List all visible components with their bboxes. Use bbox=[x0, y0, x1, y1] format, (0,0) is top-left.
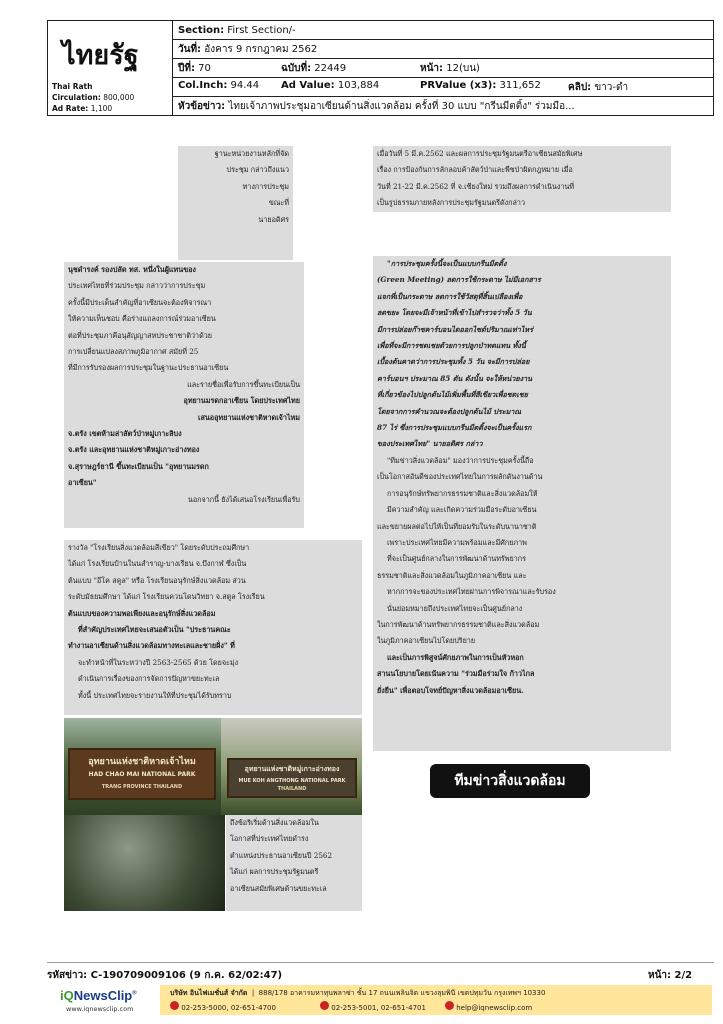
text-line: เป็นโอกาสอันดีของประเทศไทยในการผลักดันงานด้าน bbox=[377, 472, 543, 482]
text-line: ที่จะเป็นศูนย์กลางในการพัฒนาด้านทรัพยากร bbox=[387, 554, 526, 564]
article-block-left-b bbox=[64, 262, 304, 528]
email-icon bbox=[445, 1001, 454, 1010]
text-line: ได้แก่ โรงเรียนบ้านในนสำราญ-บางเรียน จ.บึงกาฬ ซึ่งเป็น bbox=[68, 559, 247, 569]
divider bbox=[173, 96, 713, 97]
ad-rate: Ad Rate: 1,100 bbox=[52, 104, 113, 113]
text-line: ในการพัฒนาด้านทรัพยากรธรรมชาติและสิ่งแวดล้อม bbox=[377, 619, 540, 629]
park-sign: อุทยานแห่งชาติหาดเจ้าไหม HAD CHAO MAI NATIONAL PARK TRANG PROVINCE THAILAND bbox=[68, 748, 216, 800]
email-info[interactable]: help@iqnewsclip.com bbox=[445, 1001, 532, 1012]
text-line: ที่สำคัญประเทศไทยจะเสนอตัวเป็น "ประธานคณะ bbox=[78, 625, 231, 635]
year-field: ปีที่: 70 bbox=[178, 63, 211, 74]
text-line: สานนโยบายโดยเน้นความ "ร่วมมือร่วมใจ ก้าวไกล bbox=[377, 669, 535, 679]
text-line: ประเทศไทยที่ร่วมประชุม กล่าวว่าการประชุม bbox=[68, 281, 206, 291]
text-line: ดำเนินการเรื่องของการจัดการปัญหาขยะทะเล bbox=[78, 674, 220, 684]
clipping-header bbox=[47, 20, 714, 116]
col-inch-field: Col.Inch: 94.44 bbox=[178, 80, 260, 91]
iqnewsclip-logo: iQNewsClip® bbox=[60, 988, 137, 1003]
divider bbox=[173, 58, 713, 59]
text-line: และขยายผลต่อไปให้เป็นที่ยอมรับในระดับนานาชาติ bbox=[377, 521, 537, 531]
park-photo-1 bbox=[64, 718, 221, 815]
article-block-left-a bbox=[178, 146, 293, 260]
byline-stamp: ทีมข่าวสิ่งแวดล้อม bbox=[430, 764, 590, 798]
text-line: นุชดำรงค์ รองปลัด ทส. หนึ่งในผู้แทนของ bbox=[68, 265, 196, 274]
text-line: ของประเทศไทย" นายอดิศร กล่าว bbox=[377, 439, 483, 449]
text-line: เป็นรูปธรรมภายหลังการประชุมรัฐมนตรีดังกล่าว bbox=[377, 198, 525, 208]
headline-field: หัวข้อข่าว: ไทยเจ้าภาพประชุมอาเซียนด้านสิ่งแวดล้อม ครั้งที่ 30 แบบ "กรีนมีตติ้ง" ร่วมมือ... bbox=[178, 101, 575, 112]
page-field: หน้า: 12(บน) bbox=[420, 63, 480, 74]
text-line: มีความสำคัญ และเกิดความร่วมมือระดับอาเซียน bbox=[387, 505, 537, 515]
text-line: หากการจะของประเทศไทยผ่านการพิจารณาและรับรอง bbox=[387, 587, 556, 597]
text-line: ทำงานอาเซียนด้านสิ่งแวดล้อมทางทะเลและชายฝั่ง" ที่ bbox=[68, 641, 235, 651]
text-line: และเป็นการพิสูจน์ศักยภาพในการเป็นหัวหอก bbox=[387, 652, 524, 662]
text-line: เสนออุทยานแห่งชาติหาดเจ้าไหม bbox=[198, 412, 300, 422]
text-line: ได้แก่ ผลการประชุมรัฐมนตรี bbox=[230, 867, 319, 877]
publication-box bbox=[48, 21, 173, 115]
text-line: อุทยานมรดกอาเซียน โดยประเทศไทย bbox=[183, 396, 300, 406]
text-line: นายอดิศร bbox=[258, 214, 289, 224]
text-line: "การประชุมครั้งนี้จะเป็นแบบกรีนมีตติ้ง bbox=[387, 259, 507, 268]
text-line: เมื่อวันที่ 5 มี.ค.2562 และผลการประชุมรัฐมนตรีอาเซียนสมัยพิเศษ bbox=[377, 149, 583, 158]
text-line: ที่เกี่ยวข้องไปปลูกต้นไม้เพิ่มพื้นที่สีเขียวเพื่อชดเชย bbox=[377, 390, 528, 400]
text-line: ฐานะหน่วยงานหลักที่จัด bbox=[214, 149, 289, 158]
text-line: ลดขยะ โดยจะมีเจ้าหน้าที่เข้าไปสำรวจว่าทั้ง 5 วัน bbox=[377, 308, 532, 318]
circulation: Circulation: 800,000 bbox=[52, 93, 135, 102]
text-line: จะทำหน้าที่ในระหว่างปี 2563-2565 ด้วย โดยจะมุ่ง bbox=[78, 657, 239, 667]
fax-icon bbox=[320, 1001, 329, 1010]
text-line: 87 ไร่ ซึ่งการประชุมแบบกรีนมีตติ้งจะเป็นครั้งแรก bbox=[377, 423, 532, 433]
article-block-left-c bbox=[64, 540, 362, 715]
clip-type-field: คลิป: ขาว-ดำ bbox=[568, 82, 629, 93]
text-line: ทางการประชุม bbox=[242, 181, 289, 191]
issue-field: ฉบับที่: 22449 bbox=[281, 63, 347, 74]
publication-name: Thai Rath bbox=[52, 82, 93, 91]
publication-logo: ไทยรัฐ bbox=[62, 40, 139, 71]
text-line: เพื่อที่จะมีการชดเชยด้วยการปลูกป่าทดแทน ทั้งนี้ bbox=[377, 341, 526, 351]
article-block-right-a bbox=[373, 146, 671, 212]
text-line: นอกจากนี้ ยังได้เสนอโรงเรียนเพื่อรับ bbox=[187, 494, 300, 504]
text-line: ประชุม กล่าวถึงแนว bbox=[226, 165, 289, 175]
fax-info: 02-253-5001, 02-651-4701 bbox=[320, 1001, 426, 1012]
date-field: วันที่: อังคาร 9 กรกฎาคม 2562 bbox=[178, 44, 318, 55]
text-line: แจกที่เป็นกระดาษ ลดการใช้วัสดุที่สิ้นเปลืองเพื่อ bbox=[377, 291, 523, 301]
text-line: ในภูมิภาคอาเซียนไปโดยปริยาย bbox=[377, 636, 476, 646]
section-field: Section: First Section/- bbox=[178, 25, 296, 36]
footer-contact-bar bbox=[160, 985, 712, 1015]
divider bbox=[173, 77, 713, 78]
text-line: ต่อที่ประชุมภาคีอนุสัญญาสหประชาชาติว่าด้วย bbox=[68, 330, 212, 340]
phone-info: 02-253-5000, 02-651-4700 bbox=[170, 1001, 276, 1012]
park-sign: อุทยานแห่งชาติหมู่เกาะอ่างทอง MUE KOH ANGTHONG NATIONAL PARK THAILAND bbox=[227, 758, 357, 798]
text-line: ต้นแบบของความพอเพียงและอนุรักษ์สิ่งแวดล้อม bbox=[68, 608, 216, 618]
text-line: ยั่งยืน" เพื่อตอบโจทย์ปัญหาสิ่งแวดล้อมอาเซียน. bbox=[377, 685, 524, 695]
article-block-right-b bbox=[373, 256, 671, 751]
text-line: เพราะประเทศไทยมีความพร้อมและมีศักยภาพ bbox=[387, 537, 527, 547]
text-line: ตำแหน่งประธานอาเซียนปี 2562 bbox=[230, 850, 333, 860]
text-line: โดยจากการคำนวณจะต้องปลูกต้นไม้ ประมาณ bbox=[377, 406, 522, 416]
text-line: เบื้องต้นคาดว่าการประชุมทั้ง 5 วัน จะมีการปล่อย bbox=[377, 357, 530, 367]
footer-divider bbox=[47, 962, 714, 963]
article-block-left-d bbox=[226, 815, 362, 911]
park-photo-2 bbox=[221, 718, 362, 815]
text-line: ต้นแบบ "อีโค สคูล" หรือ โรงเรียนอนุรักษ์สิ่งแวดล้อม ส่วน bbox=[68, 575, 246, 585]
text-line: รางวัล "โรงเรียนสิ่งแวดล้อมสีเขียว" โดยระดับประถมศึกษา bbox=[68, 543, 250, 552]
ad-value-field: Ad Value: 103,884 bbox=[281, 80, 380, 91]
text-line: การอนุรักษ์ทรัพยากรธรรมชาติและสิ่งแวดล้อมให้ bbox=[387, 488, 538, 498]
text-line: วันที่ 21-22 มี.ค.2562 ที่ จ.เชียงใหม่ รวมถึงผลการดำเนินงานที่ bbox=[377, 181, 575, 191]
text-line: ขณะที่ bbox=[268, 198, 289, 208]
text-line: จ.สุราษฎร์ธานี ขึ้นทะเบียนเป็น "อุทยานมรดก bbox=[68, 461, 209, 471]
text-line: การเปลี่ยนแปลงสภาพภูมิอากาศ สมัยที่ 25 bbox=[68, 347, 199, 357]
page-number: หน้า: 2/2 bbox=[648, 970, 693, 981]
text-line: เรื่อง การป้องกันการลักลอบค้าสัตว์ป่าและพืชป่าผิดกฎหมาย เมื่อ bbox=[377, 165, 573, 175]
text-line: ให้ความเห็นชอบ คือร่างแถลงการณ์ร่วมอาเซียน bbox=[68, 314, 216, 324]
text-line: จ.ตรัง และอุทยานแห่งชาติหมู่เกาะอ่างทอง bbox=[68, 445, 200, 455]
text-line: ธรรมชาติและสิ่งแวดล้อมในภูมิภาคอาเซียน และ bbox=[377, 570, 527, 580]
text-line: ระดับมัธยมศึกษา ได้แก่ โรงเรียนควนโดนวิทยา จ.สตูล โรงเรียน bbox=[68, 592, 265, 602]
forest-photo bbox=[64, 815, 225, 911]
phone-icon bbox=[170, 1001, 179, 1010]
text-line: นั่นย่อมหมายถึงประเทศไทยจะเป็นศูนย์กลาง bbox=[387, 603, 523, 613]
text-line: (Green Meeting) ลดการใช้กระดาษ ไม่มีเอกสาร bbox=[377, 275, 541, 285]
text-line: ที่มีการรับรองผลการประชุมในฐานะประธานอาเซียน bbox=[68, 363, 229, 373]
text-line: มีการปล่อยก๊าซคาร์บอนไดออกไซด์ปริมาณเท่าไหร่ bbox=[377, 324, 533, 334]
text-line: และรายชื่อเพื่อรับการขึ้นทะเบียนเป็น bbox=[187, 379, 300, 389]
text-line: "ทีมข่าวสิ่งแวดล้อม" มองว่าการประชุมครั้งนี้ถือ bbox=[387, 455, 534, 465]
text-line: โอกาสที่ประเทศไทยดำรง bbox=[230, 834, 309, 844]
text-line: จ.ตรัง เขตห้ามล่าสัตว์ป่าหมู่เกาะลิบง bbox=[68, 429, 182, 439]
text-line: ถึงข้อริเริ่มด้านสิ่งแวดล้อมใน bbox=[230, 818, 319, 827]
pr-value-field: PRValue (x3): 311,652 bbox=[420, 80, 541, 91]
text-line: ครั้งนี้มีประเด็นสำคัญที่อาเซียนจะต้องพิจารณา bbox=[68, 297, 212, 307]
text-line: อาเซียนสมัยพิเศษด้านขยะทะเล bbox=[230, 883, 327, 893]
company-info: บริษัท อินไฟเมชั่นส์ จำกัด | 888/178 อาคารมหาทุนพลาซ่า ชั้น 17 ถนนเพลินจิต แขวงลุมพินี เขตปทุมวัน กรุงเทพฯ 10330 bbox=[170, 989, 546, 997]
text-line: คาร์บอนฯ ประมาณ 85 ตัน ดังนั้น จะให้หน่วยงาน bbox=[377, 373, 533, 383]
news-id: รหัสข่าว: C-190709009106 (9 ก.ค. 62/02:47) bbox=[47, 970, 283, 981]
website-link[interactable]: www.iqnewsclip.com bbox=[66, 1005, 134, 1013]
text-line: ทั้งนี้ ประเทศไทยจะรายงานให้ที่ประชุมได้รับทราบ bbox=[78, 690, 232, 700]
divider bbox=[173, 39, 713, 40]
text-line: อาเซียน" bbox=[68, 478, 97, 488]
